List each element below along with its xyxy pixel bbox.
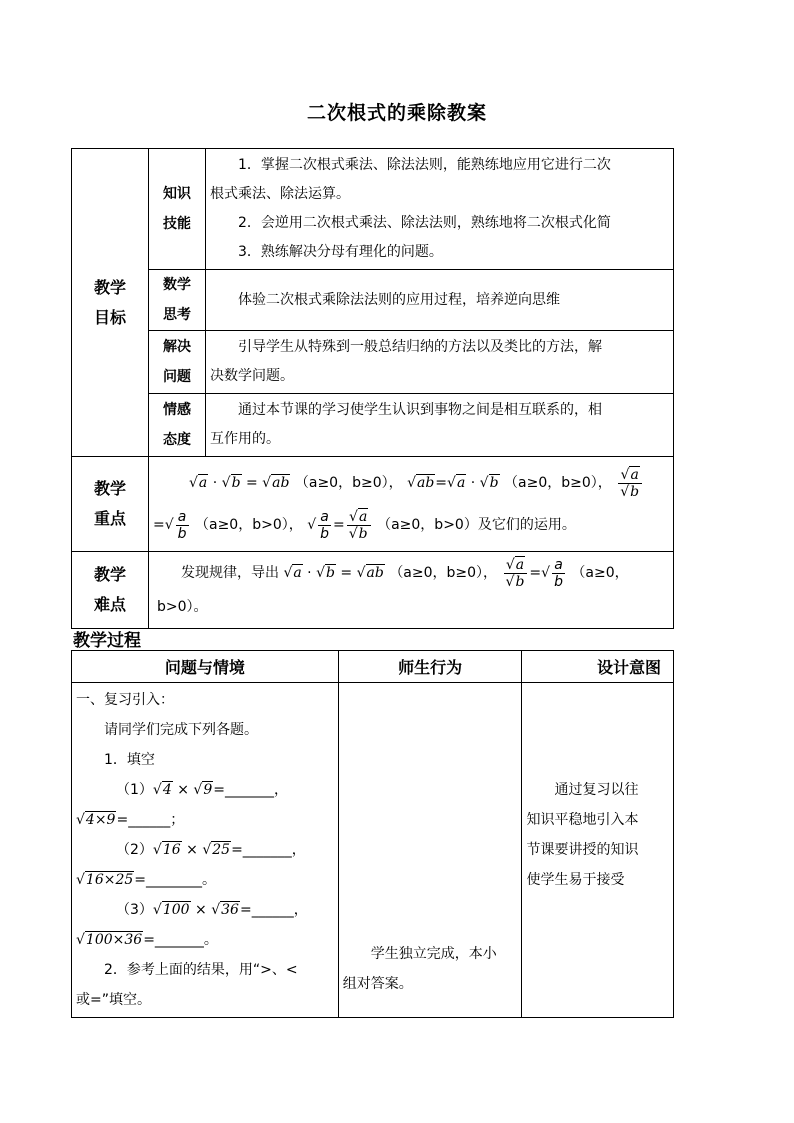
header-action: 师生行为 (338, 651, 522, 683)
focus-content: √a · √b = √ab （a≥0，b≥0）， √ab=√a · √b （a≥0，b≥0）， $\frac{√a}{√b}$ =√ $\frac{a}{b}$ （a≥0，b>0）， √ $\frac{a}{b}$ = $\frac{√a}{√b}$ （a≥0，b>0）及它们的运用。 (149, 457, 674, 552)
process-table (71, 650, 674, 1018)
attitude-content: 通过本节课的学习使学生认识到事物之间是相互联系的，相 互作用的。 (206, 394, 674, 457)
goals-heading: 教学 目标 (72, 149, 149, 457)
row-label-knowledge: 知识 技能 (149, 149, 206, 270)
formula: $\frac{√a}{√b}$ (618, 467, 642, 500)
process-section-title: 教学过程 (73, 631, 141, 651)
thinking-content: 体验二次根式乘除法法则的应用过程，培养逆向思维 (206, 270, 674, 331)
formula: √ $\frac{a}{b}$ = $\frac{√a}{√b}$ (307, 517, 372, 533)
page-title: 二次根式的乘除教案 (306, 102, 487, 124)
action-cell: 学生独立完成，本小 组对答案。 (338, 683, 522, 1018)
row-label-attitude: 情感 态度 (149, 394, 206, 457)
objectives-table (71, 148, 674, 629)
row-label-thinking: 数学 思考 (149, 270, 206, 331)
row-label-problem: 解决 问题 (149, 331, 206, 394)
header-problem: 问题与情境 (72, 651, 339, 683)
header-intent: 设计意图 (522, 651, 674, 683)
formula: √a · √b = √ab (189, 475, 290, 491)
difficulty-heading: 教学 难点 (72, 552, 149, 629)
formula: =√ $\frac{a}{b}$ (153, 508, 187, 542)
formula: √a · √b = √ab (283, 565, 384, 581)
formula: $\frac{√a}{√b}$ =√ $\frac{a}{b}$ (505, 556, 563, 590)
knowledge-content: 1．掌握二次根式乘法、除法法则，能熟练地应用它进行二次 根式乘法、除法运算。 2．会逆用二次根式乘法、除法法则，熟练地将二次根式化简 3．熟练解决分母有理化的问题。 (206, 149, 674, 270)
problem-cell: 一、复习引入： 请同学们完成下列各题。 1．填空 （1）√4 × √9=_______， √4×9=______； （2）√16 × √25=_______， √16×25=________。 （3）√100 × √36=______， √100×36=_______。 2．参考上面的结果，用“>、< 或=”填空。 (72, 683, 339, 1018)
intent-cell: 通过复习以往 知识平稳地引入本 节课要讲授的知识 使学生易于接受 (522, 683, 674, 1018)
formula: √ab=√a · √b (407, 475, 499, 491)
difficulty-content: 发现规律，导出 √a · √b = √ab （a≥0，b≥0）， $\frac{√a}{√b}$ =√ $\frac{a}{b}$ （a≥0， b>0）。 (149, 552, 674, 629)
focus-heading: 教学 重点 (72, 457, 149, 552)
problem-content: 引导学生从特殊到一般总结归纳的方法以及类比的方法，解 决数学问题。 (206, 331, 674, 394)
